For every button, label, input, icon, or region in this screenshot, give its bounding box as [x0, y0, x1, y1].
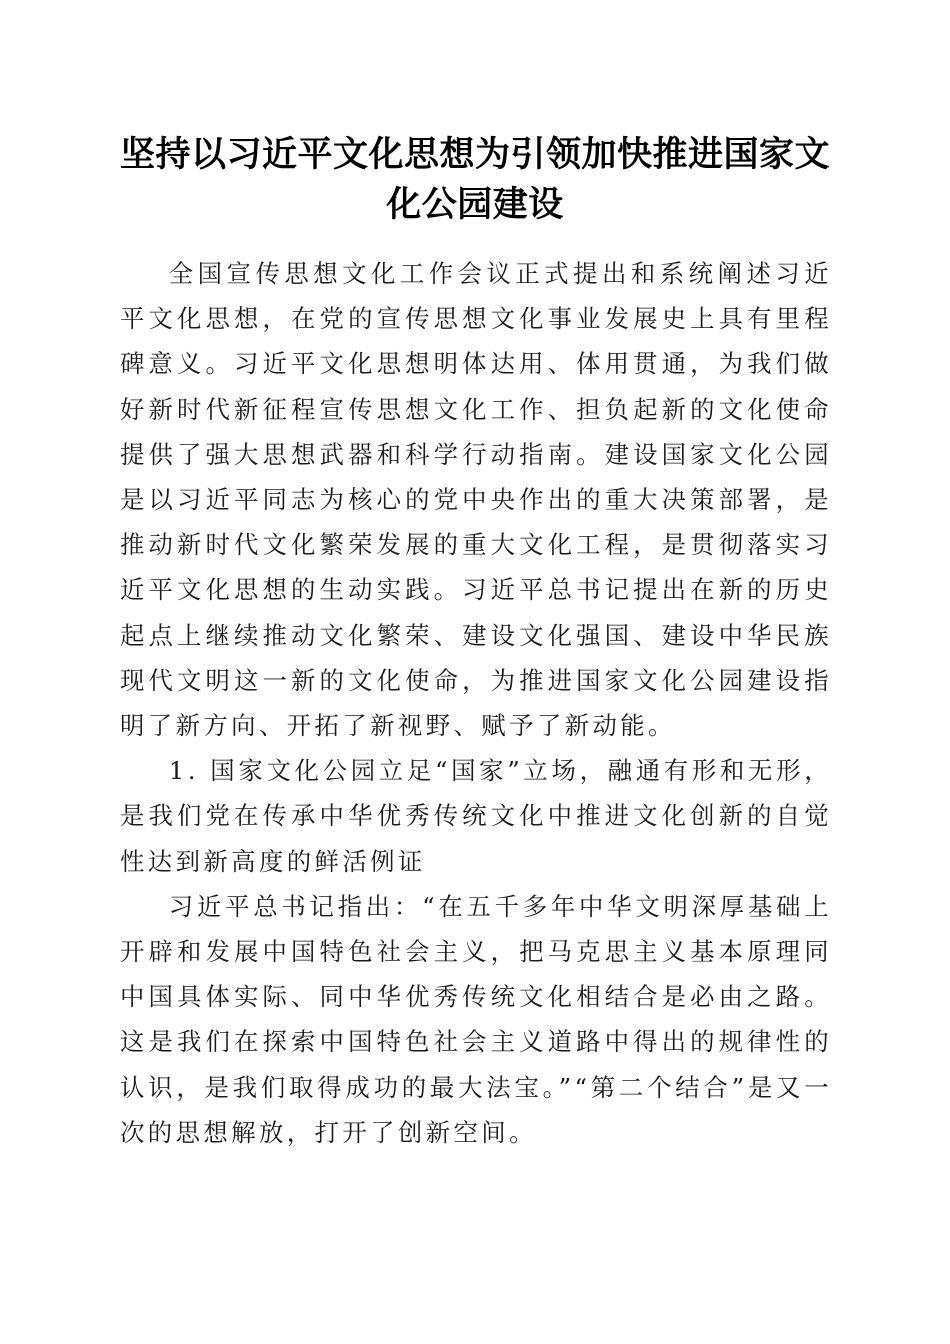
document-body [120, 251, 832, 1155]
section-heading-1: 1. 国家文化公园立足“国家”立场，融通有形和无形，是我们党在传承中华优秀传统文化中推进文化创新的自觉性达到新高度的鲜活例证 [120, 756, 832, 876]
document-title: 坚持以习近平文化思想为引领加快推进国家文化公园建设 [119, 134, 830, 225]
paragraph-quote: 习近平总书记指出：“在五千多年中华文明深厚基础上开辟和发展中国特色社会主义，把马克思主义基本原理同中国具体实际、同中华优秀传统文化相结合是必由之路。这是我们在探索中国特色社会主义道路中得出的规律性的认识，是我们取得成功的最大法宝。”“第二个结合”是又一次的思想解放，打开了创新空间。 [120, 891, 832, 1147]
paragraph-intro: 全国宣传思想文化工作会议正式提出和系统阐述习近平文化思想，在党的宣传思想文化事业发展史上具有里程碑意义。习近平文化思想明体达用、体用贯通，为我们做好新时代新征程宣传思想文化工作、担负起新的文化使命提供了强大思想武器和科学行动指南。建设国家文化公园是以习近平同志为核心的党中央作出的重大决策部署，是推动新时代文化繁荣发展的重大文化工程，是贯彻落实习近平文化思想的生动实践。习近平总书记提出在新的历史起点上继续推动文化繁荣、建设文化强国、建设中华民族现代文明这一新的文化使命，为推进国家文化公园建设指明了新方向、开拓了新视野、赋予了新动能。 [120, 259, 832, 741]
